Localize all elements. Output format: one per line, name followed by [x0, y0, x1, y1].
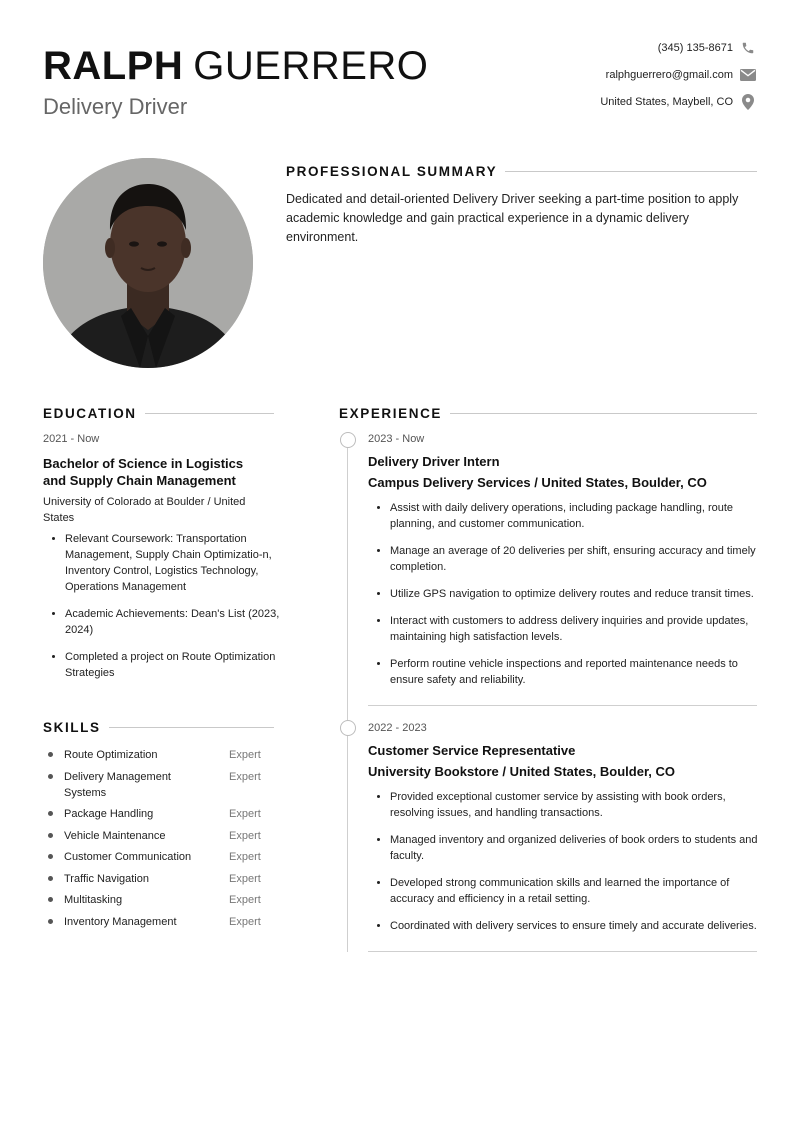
contact-phone	[658, 40, 756, 56]
list-item: • Assist with daily delivery operations, including package handling, route planning, and customer communication.	[390, 500, 770, 532]
list-item: • Relevant Coursework: Transportation Management, Supply Chain Optimizatio-n, Inventory Control, Logistics Technology, Operations Management	[65, 531, 288, 595]
job-separator	[368, 705, 757, 706]
timeline-dot	[340, 432, 356, 448]
skills-heading	[43, 720, 274, 735]
job-bullets	[368, 789, 770, 945]
skill-row	[43, 747, 283, 763]
job-title: Delivery Driver	[43, 94, 188, 119]
skill-name: Inventory Management	[64, 915, 177, 928]
list-item: • Utilize GPS navigation to optimize delivery routes and reduce transit times.	[390, 586, 770, 602]
skill-row	[43, 849, 283, 865]
education-degree: Bachelor of Science in Logistics and Supply Chain Management	[43, 456, 244, 488]
contact-email	[606, 67, 756, 83]
job-title-heading: Customer Service Representative	[368, 743, 576, 758]
job-bullets	[368, 500, 770, 699]
bullet-icon	[48, 752, 53, 757]
job-company: University Bookstore / United States, Boulder, CO	[368, 764, 676, 779]
job-company: Campus Delivery Services / United States, Boulder, CO	[368, 475, 707, 490]
timeline-dot	[340, 720, 356, 736]
skill-level: Expert	[229, 872, 261, 885]
map-pin-icon	[740, 94, 756, 110]
list-item: • Manage an average of 20 deliveries per shift, ensuring accuracy and timely completion.	[390, 543, 770, 575]
education-heading-text: EDUCATION	[43, 406, 137, 421]
candidate-name	[43, 40, 428, 92]
skill-level: Expert	[229, 749, 261, 761]
job-date: 2023 - Now	[368, 433, 425, 445]
skill-row	[43, 871, 283, 887]
list-item: • Coordinated with delivery services to ensure timely and accurate deliveries.	[390, 918, 770, 934]
list-item: • Perform routine vehicle inspections and reported maintenance needs to ensure safety and reliability.	[390, 656, 770, 688]
skill-name: Vehicle Maintenance	[64, 829, 166, 842]
skill-name: Route Optimization	[64, 749, 158, 761]
skills-list	[43, 747, 283, 935]
job-date: 2022 - 2023	[368, 722, 427, 734]
location-text: United States, Maybell, CO	[600, 96, 733, 108]
list-item: • Completed a project on Route Optimization Strategies	[65, 649, 288, 681]
portrait-illustration	[43, 158, 253, 368]
skill-row	[43, 769, 283, 801]
timeline-line	[347, 446, 348, 952]
experience-heading	[339, 406, 757, 421]
list-item: • Developed strong communication skills and learned the importance of accuracy and efficiency in a retail setting.	[390, 875, 770, 907]
heading-divider	[109, 727, 274, 728]
skill-level: Expert	[229, 894, 261, 906]
summary-heading-text: PROFESSIONAL SUMMARY	[286, 164, 498, 179]
experience-heading-text: EXPERIENCE	[339, 406, 443, 421]
skill-name: Multitasking	[64, 894, 123, 906]
skill-name: Traffic Navigation	[64, 872, 149, 885]
first-name: RALPH	[43, 44, 184, 88]
summary-heading	[286, 164, 757, 179]
skill-row	[43, 892, 283, 908]
list-item: • Managed inventory and organized deliveries of book orders to students and faculty.	[390, 832, 770, 864]
heading-divider	[505, 171, 757, 172]
envelope-icon	[740, 67, 756, 83]
skill-name: Customer Communication	[64, 851, 192, 863]
skill-level: Expert	[229, 829, 261, 842]
skill-level: Expert	[229, 770, 261, 783]
bullet-icon	[48, 897, 53, 902]
profile-photo	[43, 158, 253, 368]
summary-text: Dedicated and detail-oriented Delivery Driver seeking a part-time position to apply academic knowledge and gain practical experience in a dynamic delivery environment.	[286, 192, 739, 244]
phone-text: (345) 135-8671	[657, 42, 733, 54]
job-title-heading: Delivery Driver Intern	[368, 454, 500, 469]
heading-divider	[450, 413, 757, 414]
email-text: ralphguerrero@gmail.com	[605, 69, 733, 81]
education-date: 2021 - Now	[43, 433, 100, 445]
bullet-icon	[48, 919, 53, 924]
skill-name: Delivery Management Systems	[64, 770, 171, 799]
skill-row	[43, 806, 283, 822]
skill-name: Package Handling	[64, 808, 154, 820]
skill-level: Expert	[229, 851, 261, 863]
bullet-icon	[48, 811, 53, 816]
bullet-icon	[48, 876, 53, 881]
list-item: • Interact with customers to address delivery inquiries and provide updates, maintaining high satisfaction levels.	[390, 613, 770, 645]
contact-location	[600, 94, 756, 110]
job-separator	[368, 951, 757, 952]
education-bullets	[43, 531, 288, 692]
skill-row	[43, 828, 283, 844]
bullet-icon	[48, 774, 53, 779]
skill-level: Expert	[229, 808, 261, 820]
bullet-icon	[48, 854, 53, 859]
bullet-icon	[48, 833, 53, 838]
skill-row	[43, 914, 283, 930]
phone-icon	[740, 40, 756, 56]
list-item: • Academic Achievements: Dean's List (2023, 2024)	[65, 606, 288, 638]
education-school: University of Colorado at Boulder / United States	[43, 496, 246, 524]
skills-heading-text: SKILLS	[43, 720, 101, 735]
heading-divider	[145, 413, 274, 414]
skill-level: Expert	[229, 915, 261, 928]
education-heading	[43, 406, 274, 421]
last-name: GUERRERO	[193, 44, 429, 88]
list-item: • Provided exceptional customer service by assisting with book orders, resolving issues, and handling transactions.	[390, 789, 770, 821]
